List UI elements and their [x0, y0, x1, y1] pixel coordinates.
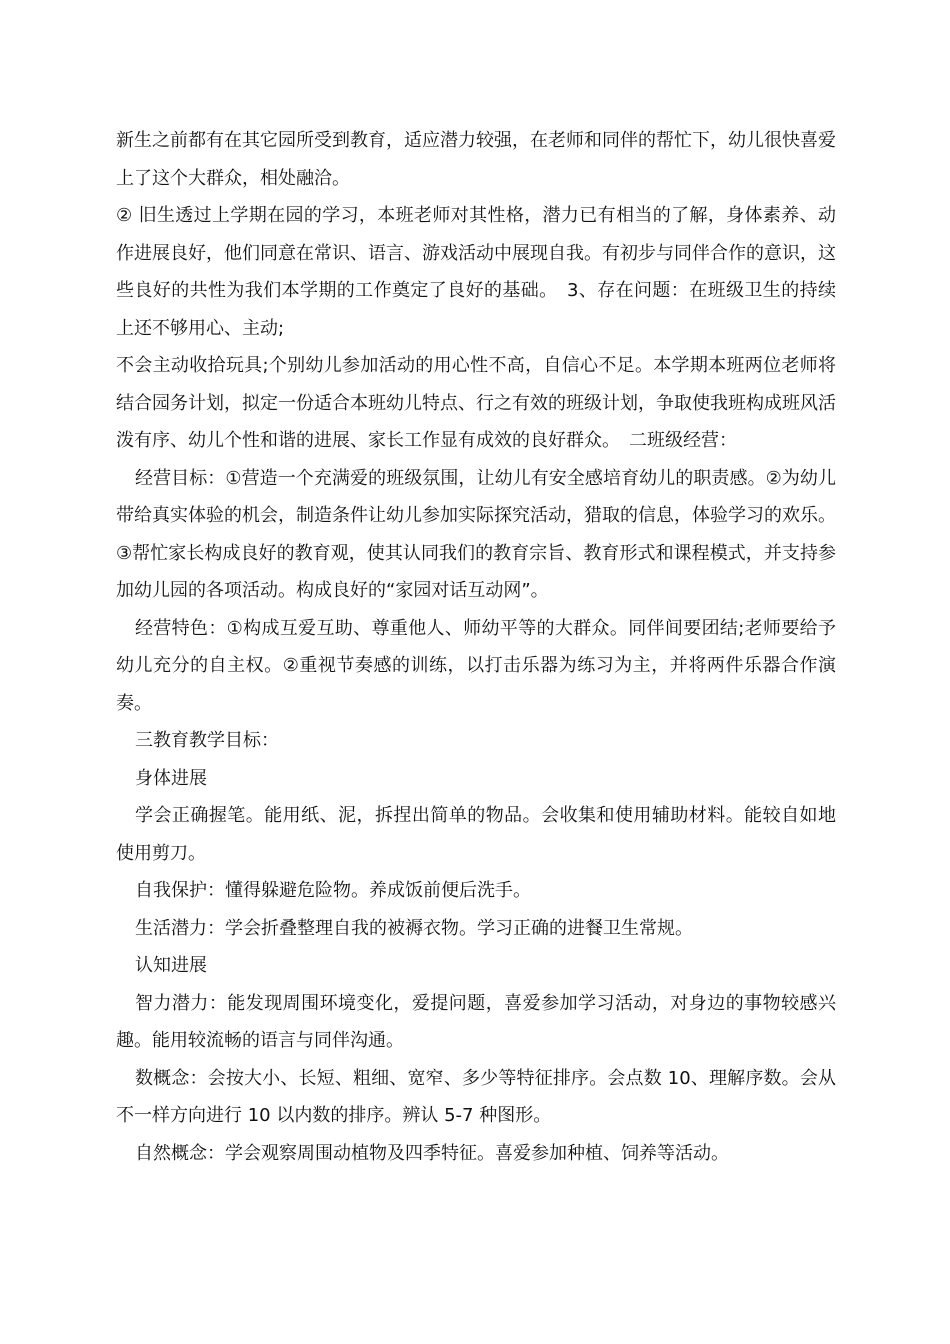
paragraph-intellectual-ability: 智力潜力：能发现周围环境变化，爱提问题，喜爱参加学习活动，对身边的事物较感兴趣。能用较流畅的语言与同伴沟通。 — [116, 992, 836, 1051]
paragraph-intro-continued: 新生之前都有在其它园所受到教育，适应潜力较强，在老师和同伴的帮忙下，幼儿很快喜爱上了这个大群众，相处融洽。 — [116, 130, 836, 189]
heading-cognitive-development: 认知进展 — [135, 955, 207, 976]
heading-physical-development: 身体进展 — [135, 767, 207, 789]
paragraph-life-skills: 生活潜力：学会折叠整理自我的被褥衣物。学习正确的进餐卫生常规。 — [135, 917, 693, 939]
paragraph-number-concepts: 数概念：会按大小、长短、粗细、宽窄、多少等特征排序。会点数 10、理解序数。会从不一样方向进行 10 以内数的排序。辨认 5-7 种图形。 — [116, 1067, 836, 1126]
paragraph-nature-concepts: 自然概念：学会观察周围动植物及四季特征。喜爱参加种植、饲养等活动。 — [135, 1142, 729, 1164]
paragraph-self-protection: 自我保护：懂得躲避危险物。养成饭前便后洗手。 — [135, 880, 531, 901]
paragraph-management-features: 经营特色：①构成互爱互助、尊重他人、师幼平等的大群众。同伴间要团结;老师要给予幼儿充分的自主权。②重视节奏感的训练，以打击乐器为练习为主，并将两件乐器合作演奏。 — [116, 617, 836, 714]
paragraph-problems-and-plan: 不会主动收拾玩具;个别幼儿参加活动的用心性不高，自信心不足。本学期本班两位老师将结合园务计划，拟定一份适合本班幼儿特点、行之有效的班级计划，争取使我班构成班风活泼有序、幼儿个性和谐的进展、家长工作显有成效的良好群众。 二班级经营： — [116, 355, 836, 451]
heading-teaching-goals: 三教育教学目标： — [135, 730, 279, 751]
document-page — [116, 122, 836, 1172]
paragraph-returning-students: ② 旧生透过上学期在园的学习，本班老师对其性格，潜力已有相当的了解，身体素养、动作进展良好，他们同意在常识、语言、游戏活动中展现自我。有初步与同伴合作的意识，这些良好的共性为我们本学期的工作奠定了良好的基础。 3、存在问题：在班级卫生的持续上还不够用心、主动; — [116, 205, 836, 339]
paragraph-fine-motor: 学会正确握笔。能用纸、泥，拆捏出简单的物品。会收集和使用辅助材料。能较自如地使用剪刀。 — [116, 805, 836, 864]
paragraph-management-goals: 经营目标：①营造一个充满爱的班级氛围，让幼儿有安全感培育幼儿的职责感。②为幼儿带给真实体验的机会，制造条件让幼儿参加实际探究活动，猎取的信息，体验学习的欢乐。③帮忙家长构成良好的教育观，使其认同我们的教育宗旨、教育形式和课程模式，并支持参加幼儿园的各项活动。构成良好的“家园对话互动网”。 — [116, 467, 836, 601]
